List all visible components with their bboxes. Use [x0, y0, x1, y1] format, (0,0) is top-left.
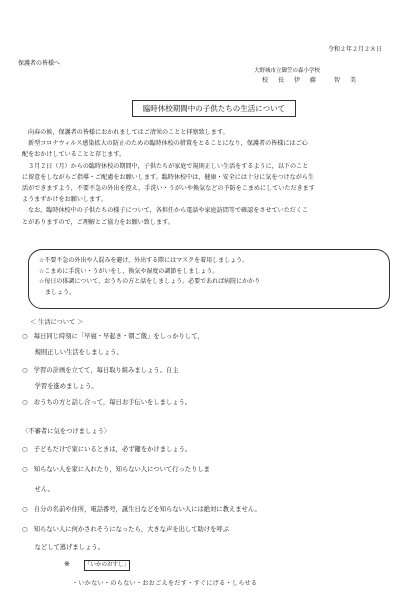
- body-line: ３月２日（月）からの臨時休校の期間中，子供たちが家庭で規則正しい生活をするように，以下のこと: [28, 162, 309, 170]
- notice-line: ☆毎日の体調について，おうちの方と話をしましょう。必要であれば病院にかかり: [39, 278, 261, 285]
- life-section: [22, 318, 412, 328]
- list-item: 学習を進めましょう。: [22, 383, 98, 390]
- intro-body: [22, 127, 412, 228]
- document-title-text: 臨時休校期間中の子供たちの生活について: [142, 104, 286, 113]
- list-item: ○ 毎日同じ時刻に「早寝・早起き・朝ご飯」をしっかりして，: [22, 333, 204, 340]
- body-line: 配をおかけしていることと存じます。: [22, 151, 126, 159]
- body-line: 活ができますよう，不要不急の外出を控え，手洗い・うがいや換気などの予防をこまめにしていただきます: [22, 185, 315, 193]
- notice-line: ☆こまめに手洗い・うがいをし，換気や湿度の調節をしましょう。: [39, 267, 219, 275]
- body-line: なお，臨時休校中の子供たちの様子について，各担任から電話や家庭訪問等で確認をさせていただくこ: [28, 207, 309, 215]
- list-item: ○ 自分の名前や住所，電話番号，誕生日などを知らない人には絶対に教えません。: [22, 506, 261, 513]
- danger-section-heading: 〈不審者に気をつけましょう〉: [22, 428, 111, 435]
- asterisk-mark: ※: [64, 560, 70, 568]
- okashi-title-box: [84, 560, 130, 571]
- body-line: 新型コロナウィルス感染拡大の防止のための臨時休校の措置をとることになり，保護者の皆様にはご心: [28, 140, 308, 148]
- document-title: [132, 100, 296, 117]
- recipient-line: 保護者の皆様へ: [18, 60, 61, 67]
- list-item: 規則正しい生活をしましょう。: [22, 349, 123, 356]
- list-item: などして逃げましょう。: [22, 544, 104, 551]
- list-item: ○ 知らない人に何かされそうになったら，大きな声を出して助けを呼ぶ: [22, 526, 229, 533]
- life-section-heading: ＜ 生活について ＞: [30, 319, 84, 326]
- body-line: 向春の候，保護者の皆様におかれましてはご清栄のことと拝察致します。: [28, 129, 229, 136]
- body-line: とがありますので，ご理解とご協力をお願い致します。: [22, 218, 174, 226]
- principal-name: 校 長 伊 藤 智 美: [262, 77, 359, 84]
- body-line: に留意をしながらご指導・ご配慮をお願いします。臨時休校中は，健康・安全には十分に気をつけながら生: [22, 173, 315, 181]
- body-line: ようまずかけをお願いします。: [22, 196, 107, 204]
- notice-line: ましょう。: [39, 288, 76, 296]
- document-date: 令和２年２月２８日: [327, 46, 382, 53]
- school-name: 大野城市立御笠の森小学校: [254, 68, 321, 74]
- notice-line: ☆不要不急の外出や人混みを避け，外出する際にはマスクを着用しましょう。: [39, 257, 249, 264]
- list-item: ○ 子どもだけで家にいるときは，必ず鍵をかけましょう。: [22, 446, 192, 453]
- okashi-rules-line: ・いかない・のらない・おおごえをだす・すぐにげる・しらせる: [72, 580, 258, 587]
- list-item: ○ 学習の計画を立てて，毎日取り組みましょう。自主: [22, 367, 179, 374]
- notice-box: [28, 249, 390, 309]
- okashi-title: 「いかのおすし」: [85, 562, 130, 568]
- list-item: せん。: [22, 486, 54, 493]
- list-item: ○ 知らない人を家に入れたり，知らない人について行ったりしま: [22, 466, 210, 473]
- list-item: ○ おうちの方と話し合って，毎日お手伝いをしましょう。: [22, 399, 192, 406]
